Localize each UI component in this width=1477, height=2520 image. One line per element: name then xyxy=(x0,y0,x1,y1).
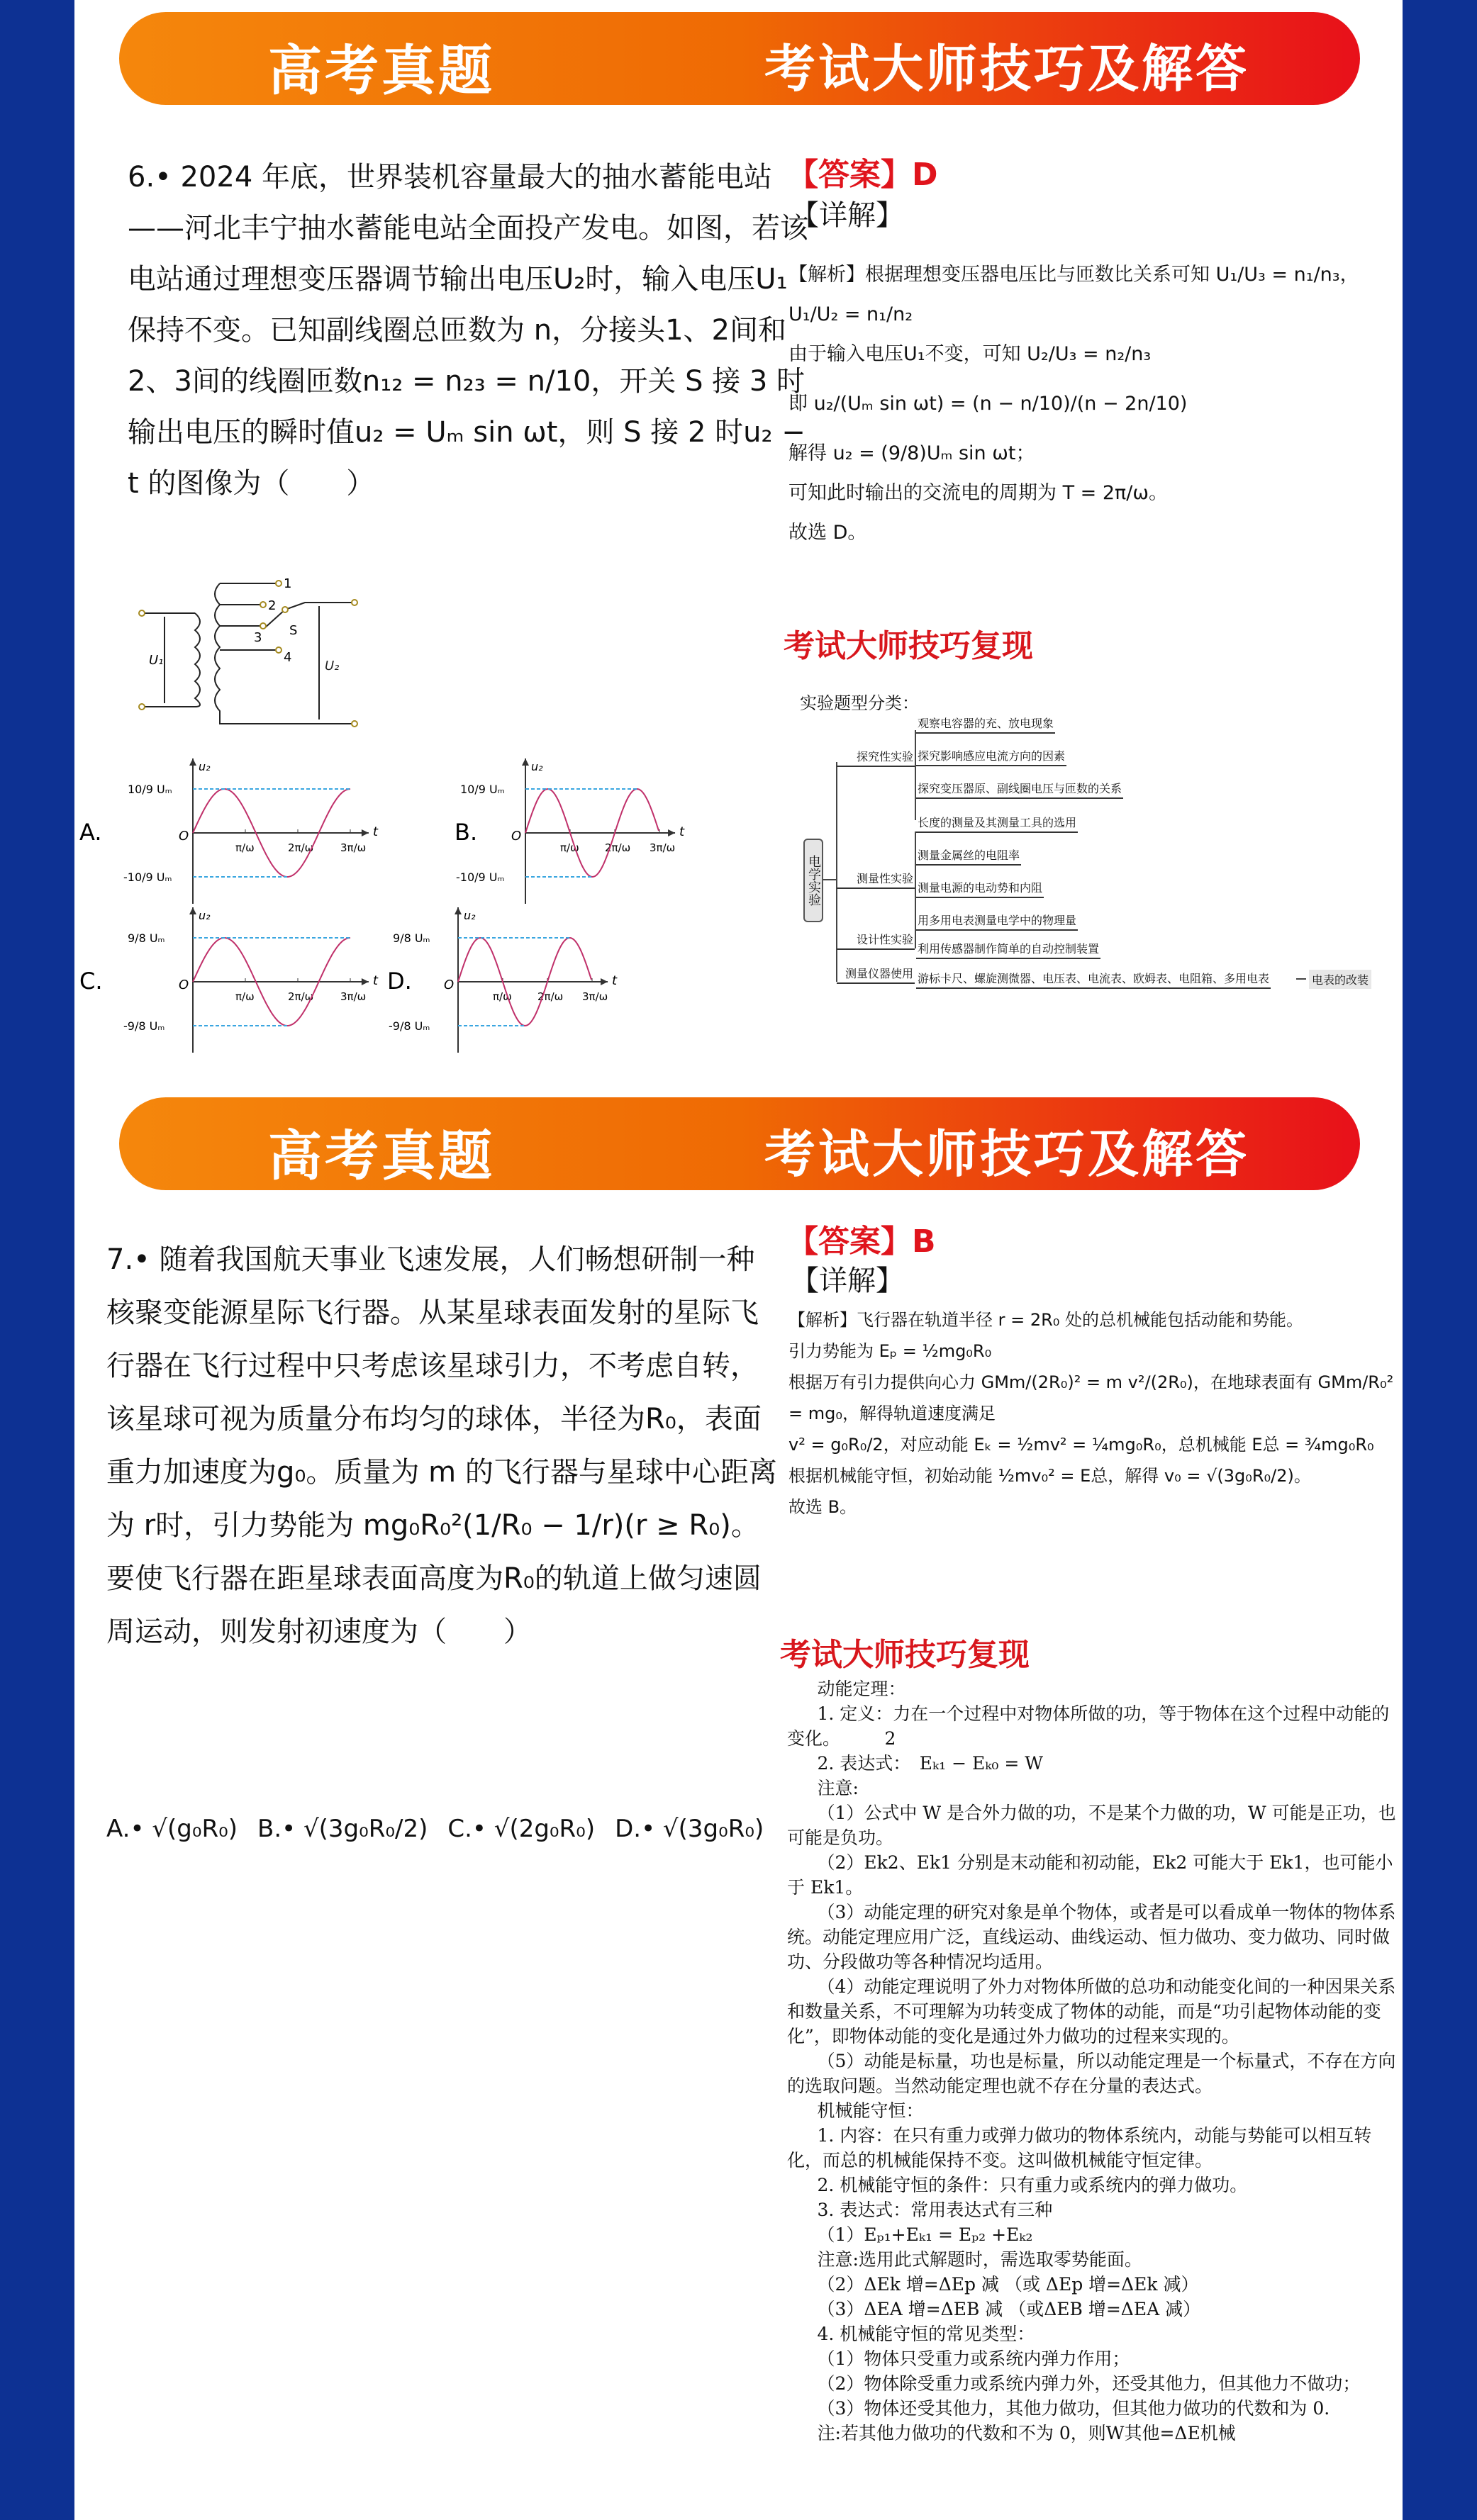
question-7-text: 7.• 随着我国航天事业飞速发展，人们畅想研制一种核聚变能源星际飞行器。从某星球表面发射的星际飞行器在飞行过程中只考虑该星球引力，不考虑自转，该星球可视为质量分布均匀的球体，半径为R₀，表面重力加速度为g₀。质量为 m 的飞行器与星球中心距离为 r时，引力势能为 mg₀R₀²(1/R₀ − 1/r)(r ≥ R₀)。要使飞行器在距星球表面高度为R₀的轨道上做匀速圆周运动，则发射初速度为（ ） xyxy=(106,1243,777,1648)
leaf-item: 游标卡尺、螺旋测微器、电压表、电流表、欧姆表、电阻箱、多用电表 xyxy=(916,970,1271,989)
amplitude-neg-label: -10/9 Uₘ xyxy=(123,870,172,884)
note-line: （3）动能定理的研究对象是单个物体，或者是可以看成单一物体的物体系统。动能定理应用广泛，直线运动、曲线运动、恒力做功、变力做功、同时做功、分段做功等各种情况均适用。 xyxy=(787,1902,1396,1972)
solution-line: 引力势能为 Eₚ = ½mg₀R₀ xyxy=(788,1341,992,1361)
note-line: 4. 机械能守恒的常见类型： xyxy=(817,2324,1035,2344)
leaf-item: 利用传感器制作简单的自动控制装置 xyxy=(916,940,1100,959)
skill-heading: 考试大师技巧复现 xyxy=(784,628,1033,664)
note-line: （5）动能是标量，功也是标量，所以动能定理是一个标量式，不存在方向的选取问题。当然动能定理也就不存在分量的表达式。 xyxy=(787,2051,1396,2096)
answer-label: 【答案】B xyxy=(787,1223,936,1260)
origin-label: O xyxy=(179,978,189,992)
x-axis-label: t xyxy=(372,973,378,988)
note-line: 2. 机械能守恒的条件：只有重力或系统内的弹力做功。 xyxy=(817,2175,1248,2195)
option-label[interactable]: C. xyxy=(79,968,103,995)
switch-label: S xyxy=(289,623,298,638)
branch-label: 设计性实验 xyxy=(837,931,915,950)
x-tick-label: π/ω xyxy=(235,841,255,854)
option-c: C.• √(2g₀R₀) xyxy=(447,1815,596,1843)
amplitude-neg-label: -10/9 Uₘ xyxy=(456,870,505,884)
note-line: （3）物体还受其他力，其他力做功，但其他力做功的代数和为 0. xyxy=(817,2398,1330,2419)
amplitude-label: 9/8 Uₘ xyxy=(393,931,430,945)
detail-label: 【详解】 xyxy=(791,1265,904,1297)
option-d: D.• √(3g₀R₀) xyxy=(615,1815,764,1843)
option-label[interactable]: D. xyxy=(387,968,412,995)
origin-label: O xyxy=(511,829,522,844)
connector xyxy=(915,730,916,820)
amplitude-label: 10/9 Uₘ xyxy=(128,783,172,796)
origin-label: O xyxy=(179,829,189,844)
x-axis-label: t xyxy=(679,824,685,839)
detail-label: 【详解】 xyxy=(791,199,904,232)
note-line: 1. 内容：在只有重力或弹力做功的物体系统内，动能与势能可以相互转化，而总的机械能保持不变。这叫做机械能守恒定律。 xyxy=(787,2125,1372,2171)
question-7-options xyxy=(106,1815,764,1843)
mind-map-extra: 电表的改装 xyxy=(1309,970,1371,989)
x-tick-label: 2π/ω xyxy=(288,841,314,854)
note-line: （3）ΔEA 增=ΔEB 减 （或ΔEB 增=ΔEA 减） xyxy=(817,2299,1201,2319)
leaf-item: 探究变压器原、副线圈电压与匝数的关系 xyxy=(916,780,1123,799)
mind-map-title: 实验题型分类： xyxy=(800,693,919,713)
option-a: A.• √(g₀R₀) xyxy=(106,1815,238,1843)
note-line: 注:若其他力做功的代数和不为 0，则W其他=ΔE机械 xyxy=(817,2423,1236,2443)
x-tick-label: 3π/ω xyxy=(340,990,367,1003)
question-6-text: 6.• 2024 年底，世界装机容量最大的抽水蓄能电站——河北丰宁抽水蓄能电站全面投产发电。如图，若该电站通过理想变压器调节输出电压U₂时，输入电压U₁保持不变。已知副线圈总匝数为 n，分接头1、2间和2、3间的线圈匝数n₁₂ = n₂₃ = n/10，开关 S 接 3 时输出电压的瞬时值u₂ = Uₘ sin ωt，则 S 接 2 时u₂ − t 的图像为（ ） xyxy=(128,161,808,500)
x-tick-label: π/ω xyxy=(493,990,512,1003)
note-line: （2）ΔEk 增=ΔEp 减 （或 ΔEp 增=ΔEk 减） xyxy=(817,2274,1199,2295)
x-tick-label: 2π/ω xyxy=(288,990,314,1003)
note-line: 动能定理： xyxy=(817,1679,906,1699)
x-tick-label: 2π/ω xyxy=(605,841,631,854)
y-axis-label: u₂ xyxy=(464,909,476,922)
note-line: 注意: xyxy=(817,1778,859,1798)
banner-title-right: 考试大师技巧及解答 xyxy=(764,1124,1250,1184)
mind-map-root xyxy=(803,839,823,922)
answer-label: 【答案】D xyxy=(787,157,938,193)
branch-label: 探究性实验 xyxy=(837,748,915,767)
amplitude-neg-label: -9/8 Uₘ xyxy=(123,1019,165,1033)
note-line: 注意:选用此式解题时，需选取零势能面。 xyxy=(817,2249,1142,2270)
leaf-item: 长度的测量及其测量工具的选用 xyxy=(916,814,1078,833)
branch-label: 测量仪器使用 xyxy=(837,965,915,984)
solution-line: 【解析】根据理想变压器电压比与匝数比关系可知 U₁/U₃ = n₁/n₃，U₁/U₂ = n₁/n₂ xyxy=(788,264,1359,325)
x-tick-label: 3π/ω xyxy=(582,990,608,1003)
tap-label-2: 2 xyxy=(268,598,277,613)
banner-title-left: 高考真题 xyxy=(268,1124,495,1187)
note-line: 2. 表达式： Eₖ₁ − Eₖ₀ = W xyxy=(817,1753,1043,1774)
note-line: （2）物体除受重力或系统内弹力外，还受其他力，但其他力不做功； xyxy=(817,2373,1361,2394)
solution-line: 【解析】飞行器在轨道半径 r = 2R₀ 处的总机械能包括动能和势能。 xyxy=(788,1310,1304,1330)
u1-label: U₁ xyxy=(149,653,164,668)
solution-line: 由于输入电压U₁不变，可知 U₂/U₃ = n₂/n₃ xyxy=(788,343,1152,365)
section-banner xyxy=(119,1097,1360,1190)
note-line: （1）Eₚ₁+Eₖ₁ = Eₚ₂ +Eₖ₂ xyxy=(817,2224,1033,2245)
leaf-item: 观察电容器的充、放电现象 xyxy=(916,715,1055,734)
leaf-item: 测量电源的电动势和内阻 xyxy=(916,879,1044,898)
note-line: （2）Ek2、Ek1 分别是末动能和初动能，Ek2 可能大于 Ek1，也可能小于 Ek1。 xyxy=(787,1852,1393,1898)
solution-line: v² = g₀R₀/2，对应动能 Eₖ = ½mv² = ¼mg₀R₀，总机械能 E总 = ¾mg₀R₀ xyxy=(788,1435,1374,1455)
tap-label-1: 1 xyxy=(284,576,292,591)
tap-label-3: 3 xyxy=(254,630,262,645)
knowledge-notes xyxy=(787,1676,1397,2446)
solution-line: 即 u₂/(Uₘ sin ωt) = (n − n/10)/(n − 2n/10) xyxy=(788,393,1188,415)
solution-line: 故选 B。 xyxy=(788,1497,857,1517)
x-axis-label: t xyxy=(612,973,618,988)
x-tick-label: 2π/ω xyxy=(537,990,564,1003)
x-tick-label: 3π/ω xyxy=(340,841,367,854)
tap-label-4: 4 xyxy=(284,650,292,665)
solution-line: 可知此时输出的交流电的周期为 T = 2π/ω。 xyxy=(788,482,1169,504)
mind-map-root-label: 电学实验 xyxy=(806,855,821,906)
note-line: 3. 表达式：常用表达式有三种 xyxy=(817,2200,1053,2220)
option-b: B.• √(3g₀R₀/2) xyxy=(257,1815,428,1843)
banner-title-left: 高考真题 xyxy=(268,39,495,102)
leaf-item: 测量金属丝的电阻率 xyxy=(916,846,1021,866)
note-line: （4）动能定理说明了外力对物体所做的总功和动能变化间的一种因果关系和数量关系，不可理解为功转变成了物体的动能，而是“功引起物体动能的变化”，即物体动能的变化是通过外力做功的过程来实现的。 xyxy=(787,1976,1396,2046)
x-tick-label: 3π/ω xyxy=(650,841,676,854)
y-axis-label: u₂ xyxy=(199,909,211,922)
skill-heading: 考试大师技巧复现 xyxy=(780,1637,1030,1673)
y-axis-label: u₂ xyxy=(531,760,543,773)
x-tick-label: π/ω xyxy=(560,841,579,854)
note-line: （1）物体只受重力或系统内弹力作用； xyxy=(817,2348,1130,2369)
amplitude-neg-label: -9/8 Uₘ xyxy=(389,1019,430,1033)
solution-line: 故选 D。 xyxy=(788,522,867,544)
x-axis-label: t xyxy=(372,824,378,839)
solution-line: 根据万有引力提供向心力 GMm/(2R₀)² = m v²/(2R₀)，在地球表面有 GMm/R₀² = mg₀，解得轨道速度满足 xyxy=(788,1372,1394,1423)
note-line: （1）公式中 W 是合外力做的功，不是某个力做的功，W 可能是正功，也可能是负功。 xyxy=(787,1803,1396,1848)
solution-line: 根据机械能守恒，初始动能 ½mv₀² = E总，解得 v₀ = √(3g₀R₀/2)。 xyxy=(788,1466,1311,1486)
origin-label: O xyxy=(444,978,455,992)
option-label[interactable]: A. xyxy=(79,819,102,846)
u2-label: U₂ xyxy=(325,659,340,673)
note-line: 机械能守恒： xyxy=(817,2100,924,2121)
note-line: 1. 定义：力在一个过程中对物体所做的功，等于物体在这个过程中动能的变化。 2 xyxy=(787,1703,1390,1749)
solution-line: 解得 u₂ = (9/8)Uₘ sin ωt； xyxy=(788,442,1035,464)
leaf-item: 用多用电表测量电学中的物理量 xyxy=(916,912,1078,931)
leaf-item: 探究影响感应电流方向的因素 xyxy=(916,747,1066,766)
mind-map xyxy=(0,0,1477,1007)
amplitude-label: 9/8 Uₘ xyxy=(128,931,165,945)
solution-7 xyxy=(788,1304,1398,1523)
connector xyxy=(1296,978,1306,980)
right-border xyxy=(1403,0,1477,2520)
y-axis-label: u₂ xyxy=(199,760,211,773)
option-label[interactable]: B. xyxy=(455,819,478,846)
left-border xyxy=(0,0,74,2520)
connector xyxy=(823,879,836,880)
amplitude-label: 10/9 Uₘ xyxy=(460,783,505,796)
branch-label: 测量性实验 xyxy=(837,870,915,889)
x-tick-label: π/ω xyxy=(235,990,255,1003)
banner-title-right: 考试大师技巧及解答 xyxy=(764,39,1250,99)
